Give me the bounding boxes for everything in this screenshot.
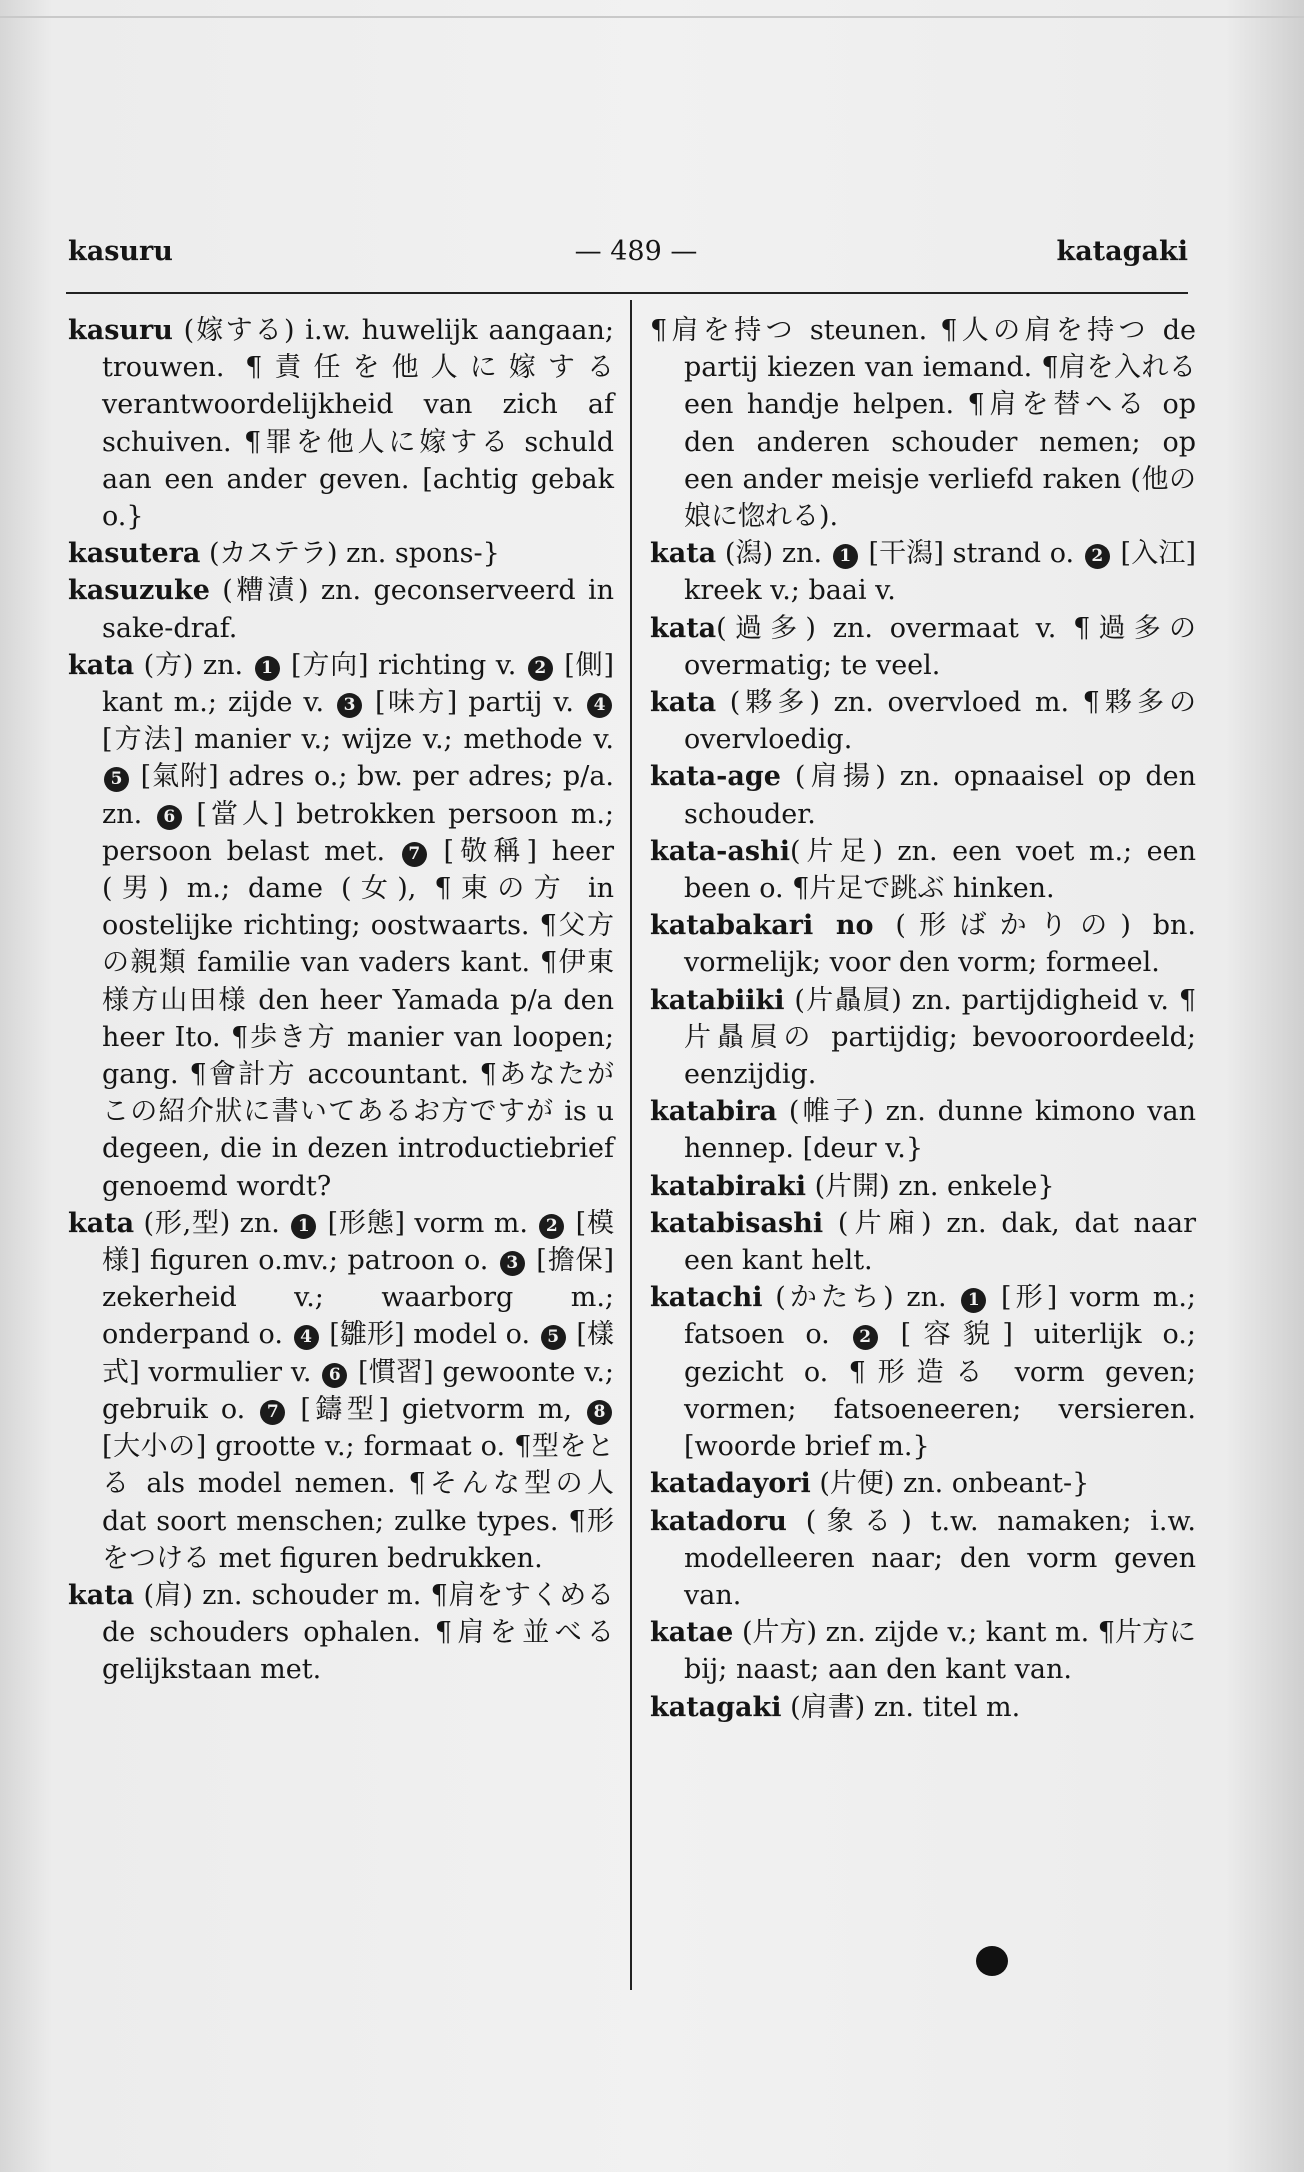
dictionary-entry [650, 610, 1196, 684]
dictionary-entry [650, 312, 1196, 535]
dictionary-entry [650, 535, 1196, 609]
headword: kasuru [68, 315, 173, 346]
dictionary-entry [650, 1168, 1196, 1205]
headword: katabira [650, 1096, 778, 1128]
entry-text: (象る) t.w. namaken; i.w. modelleeren naar; den vorm geven van. [684, 1505, 1196, 1611]
entry-text: (片足) zn. een voet m.; een been o. ¶片足で跳ぶ hinken. [684, 835, 1196, 905]
entry-text: (形ばかりの) bn. vormelijk; voor den vorm; formeel. [684, 910, 1196, 979]
entry-text: (片方) zn. zijde v.; kant m. ¶片方に bij; naast; aan den kant van. [684, 1617, 1196, 1686]
dictionary-entry [650, 982, 1196, 1094]
entry-text: (形,型) zn. 1 [形態] vorm m. 2 [模様] figuren o.mv.; patroon o. 3 [擔保] zekerheid v.; waarborg m.; onderpand o. 4 [雛形] model o. 5 [樣式] vormulier v. 6 [慣習] gewoonte v.; gebruik o. 7 [鑄型] gietvorm m, 8 [大小の] grootte v.; formaat o. ¶型をとる als model nemen. ¶そんな型の人 dat soort menschen; zulke types. ¶形をつける met figuren bedrukken. [102, 1207, 614, 1574]
entry-text: (肩) zn. schouder m. ¶肩をすくめる de schouders ophalen. ¶肩を並べる gelijkstaan met. [102, 1579, 614, 1686]
sense-number-badge: 3 [500, 1251, 525, 1276]
dictionary-entry [650, 1093, 1196, 1167]
sense-number-badge: 2 [1085, 544, 1110, 569]
dictionary-entry [650, 1205, 1196, 1279]
entry-text: (糟漬) zn. geconserveerd in sake-draf. [102, 575, 614, 644]
dictionary-entry [650, 1503, 1196, 1615]
entry-text: (過多) zn. overmaat v. ¶過多の overmatig; te veel. [684, 612, 1196, 681]
dictionary-entry [650, 684, 1196, 758]
page-top-edge [0, 16, 1304, 18]
headword: katachi [650, 1282, 763, 1314]
sense-number-badge: 5 [104, 767, 129, 792]
headword: kasutera [68, 538, 201, 570]
headword: katabiiki [650, 984, 785, 1016]
headword: katagaki [650, 1691, 782, 1723]
entry-text: (片便) zn. onbeant-} [810, 1468, 1090, 1500]
sense-number-badge: 7 [402, 842, 427, 867]
entry-text: (かたち) zn. 1 [形] vorm m.; fatsoen o. 2 [容貌] uiterlijk o.; gezicht o. ¶形造る vorm geven; vormen; fatsoeneeren; versieren. [woorde brief m.} [684, 1282, 1196, 1463]
sense-number-badge: 4 [587, 693, 612, 718]
entry-text: (片贔屓) zn. partijdigheid v. ¶片贔屓の partijdig; bevooroordeeld; eenzijdig. [684, 984, 1196, 1091]
headword: kata-ashi [650, 835, 790, 867]
dictionary-entry [650, 1689, 1196, 1726]
entry-text: ¶肩を持つ steunen. ¶人の肩を持つ de partij kiezen van iemand. ¶肩を入れる een handje helpen. ¶肩を替へる op den anderen schouder nemen; op een ander meisje verliefd raken (他の娘に惚れる). [650, 315, 1196, 533]
entry-text: (潟) zn. 1 [干潟] strand o. 2 [入江] kreek v.; baai v. [684, 538, 1196, 607]
running-head-right: katagaki [1056, 236, 1188, 267]
entry-text: (夥多) zn. overvloed m. ¶夥多の overvloedig. [684, 687, 1196, 756]
page-number: — 489 — [574, 236, 698, 267]
dictionary-entry [68, 572, 614, 646]
entry-text: (肩揚) zn. opnaaisel op den schouder. [684, 761, 1196, 830]
entry-text: (方) zn. 1 [方向] richting v. 2 [側] kant m.; zijde v. 3 [味方] partij v. 4 [方法] manier v.; wijze v.; methode v. 5 [氣附] adres o.; bw. per adres; p/a. zn. 6 [當人] betrokken persoon m.; persoon belast met. 7 [敬稱] heer (男) m.; dame (女), ¶東の方 in oostelijke richting; oostwaarts. ¶父方の親類 familie van vaders kant. ¶伊東様方山田様 den heer Yamada p/a den heer Ito. ¶歩き方 manier van loopen; gang. ¶會計方 accountant. ¶あなたがこの紹介狀に書いてあるお方ですが is u degeen, die in dezen introductiebrief genoemd wordt? [102, 649, 614, 1202]
entry-text: (肩書) zn. titel m. [781, 1691, 1021, 1723]
headword: katae [650, 1617, 734, 1649]
sense-number-badge: 1 [255, 656, 280, 681]
sense-number-badge: 2 [539, 1214, 564, 1239]
headword: katabakari no [650, 910, 874, 942]
sense-number-badge: 6 [157, 805, 182, 830]
dictionary-entry [68, 1577, 614, 1689]
right-column [650, 312, 1196, 1726]
dictionary-entry [650, 1614, 1196, 1688]
headword: kata [650, 612, 717, 644]
running-head-left: kasuru [68, 236, 173, 267]
sense-number-badge: 5 [541, 1325, 566, 1350]
dictionary-entry [68, 535, 614, 572]
sense-number-badge: 7 [260, 1400, 285, 1425]
entry-text: (帷子) zn. dunne kimono van hennep. [deur v.} [684, 1096, 1196, 1165]
dictionary-entry [650, 1465, 1196, 1502]
sense-number-badge: 1 [291, 1214, 316, 1239]
dictionary-entry [68, 1205, 614, 1577]
headword: kata [68, 649, 135, 681]
headword: katabiraki [650, 1170, 806, 1202]
dictionary-entry [68, 647, 614, 1205]
headword: kata-age [650, 761, 781, 793]
headword: kata [650, 538, 717, 570]
entry-text: (カステラ) zn. spons-} [200, 538, 500, 570]
headword: katadayori [650, 1468, 811, 1500]
headword: kasuzuke [68, 575, 210, 607]
entry-text: (片開) zn. enkele} [806, 1170, 1055, 1202]
dictionary-entry [650, 907, 1196, 981]
dictionary-entry [68, 312, 614, 535]
sense-number-badge: 2 [853, 1325, 878, 1350]
headword: katadoru [650, 1505, 787, 1537]
sense-number-badge: 4 [294, 1325, 319, 1350]
entry-text: (片廂) zn. dak, dat naar een kant helt. [684, 1207, 1196, 1277]
left-column [68, 312, 614, 1689]
sense-number-badge: 3 [337, 693, 362, 718]
sense-number-badge: 2 [528, 656, 553, 681]
sense-number-badge: 6 [322, 1363, 347, 1388]
dictionary-entry [650, 833, 1196, 907]
dictionary-entry [650, 1279, 1196, 1465]
headword: kata [68, 1207, 135, 1239]
header-rule [66, 292, 1188, 294]
headword: kata [68, 1579, 135, 1611]
headword: katabisashi [650, 1207, 824, 1239]
sense-number-badge: 1 [961, 1288, 986, 1313]
dictionary-entry [650, 758, 1196, 832]
headword: kata [650, 687, 717, 719]
column-divider [630, 300, 632, 1990]
entry-text: (嫁する) i.w. huwelijk aangaan; trouwen. ¶責任を他人に嫁する verantwoordelijkheid van zich af schuiven. ¶罪を他人に嫁する schuld aan een ander geven. [achtig gebak o.} [102, 315, 614, 533]
ink-spot [976, 1946, 1008, 1976]
sense-number-badge: 1 [833, 544, 858, 569]
sense-number-badge: 8 [587, 1400, 612, 1425]
